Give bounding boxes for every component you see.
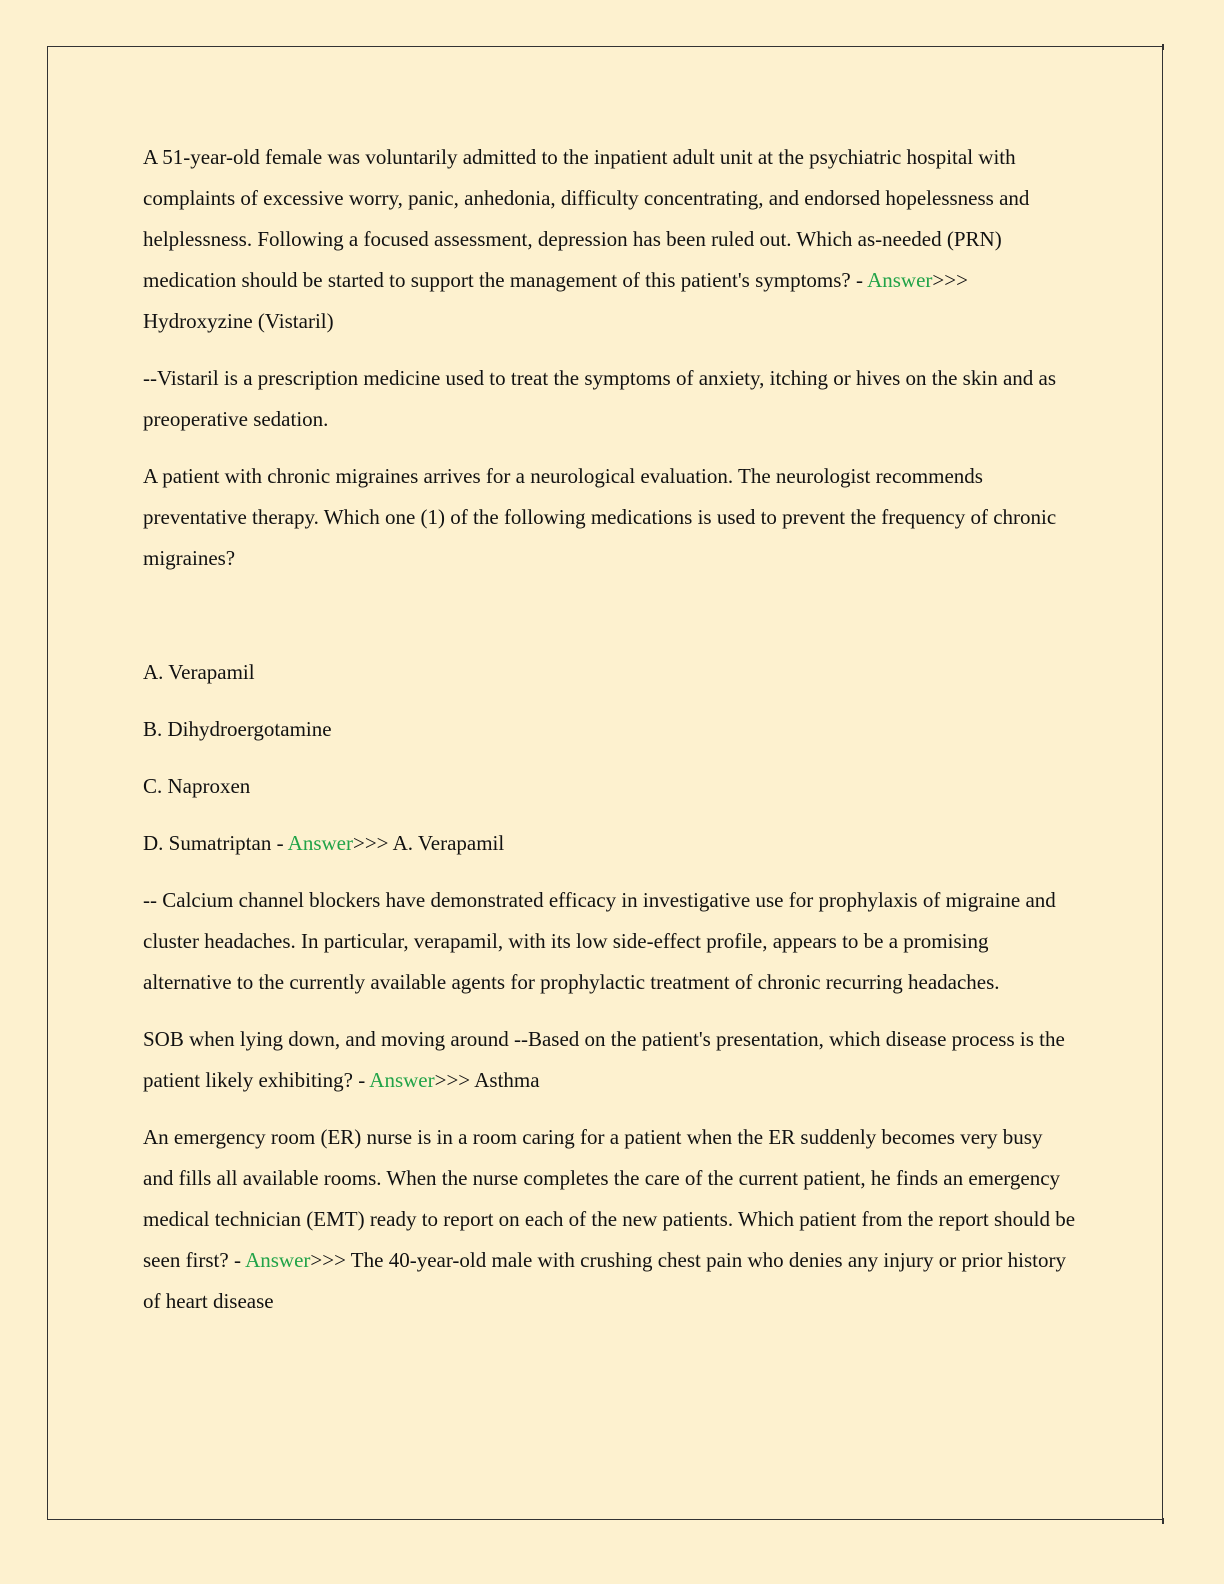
question-text: An emergency room (ER) nurse is in a room caring for a patient when the ER suddenly becomes very busy and fills all available rooms. When the nurse completes the care of the current patient, he finds an emergency medical technician (EMT) ready to report on each of the new patients. Which patient from the report should be seen first? [143, 1125, 1076, 1272]
answer-text: A. Verapamil [392, 831, 505, 855]
answer-separator: >>> [353, 831, 393, 855]
dash: - [352, 1068, 370, 1092]
dash: - [271, 831, 288, 855]
option-b: B. Dihydroergotamine [143, 717, 332, 741]
answer-separator: >>> [310, 1248, 351, 1272]
spacer [143, 595, 1078, 652]
answer-separator: >>> [434, 1068, 475, 1092]
dash: - [228, 1248, 246, 1272]
answer-text: Asthma [474, 1068, 540, 1092]
option-a: A. Verapamil [143, 660, 255, 684]
option-d: D. Sumatriptan [143, 831, 272, 855]
qa-block-3 [143, 1019, 1078, 1101]
answer-label: Answer [287, 831, 353, 855]
option-d-with-answer [143, 823, 1078, 864]
dash: - [850, 268, 868, 292]
qa-block-1 [143, 137, 1078, 342]
answer-separator: >>> [932, 268, 968, 292]
answer-label: Answer [245, 1248, 311, 1272]
answer-text: The 40-year-old male with crushing chest pain who denies any injury or prior history of heart disease [143, 1248, 1066, 1313]
option-c: C. Naproxen [143, 774, 251, 798]
qa-block-4 [143, 1117, 1078, 1322]
rationale-2: -- Calcium channel blockers have demonstrated efficacy in investigative use for prophylaxis of migraine and cluster headaches. In particular, verapamil, with its low side-effect profile, appears to be a promising alternative to the currently available agents for prophylactic treatment of chronic recurring headaches. [143, 888, 1056, 994]
answer-label: Answer [369, 1068, 435, 1092]
document-body [143, 137, 1078, 1338]
border-tick [1162, 44, 1164, 50]
answer-text: Hydroxyzine (Vistaril) [143, 309, 334, 333]
border-tick [1162, 1518, 1164, 1524]
rationale-1: --Vistaril is a prescription medicine used to treat the symptoms of anxiety, itching or hives on the skin and as preoperative sedation. [143, 366, 1057, 431]
answer-label: Answer [867, 268, 933, 292]
question-2-text: A patient with chronic migraines arrives for a neurological evaluation. The neurologist recommends preventative therapy. Which one (1) of the following medications is used to prevent the frequency of chronic migraines? [143, 464, 1057, 570]
question-text: A 51-year-old female was voluntarily admitted to the inpatient adult unit at the psychiatric hospital with complaints of excessive worry, panic, anhedonia, difficulty concentrating, and endorsed hopelessness and helplessness. Following a focused assessment, depression has been ruled out. Which as-needed (PRN) medication should be started to support the management of this patient's symptoms? [143, 145, 1030, 292]
question-text: SOB when lying down, and moving around --Based on the patient's presentation, which disease process is the patient likely exhibiting? [143, 1027, 1065, 1092]
